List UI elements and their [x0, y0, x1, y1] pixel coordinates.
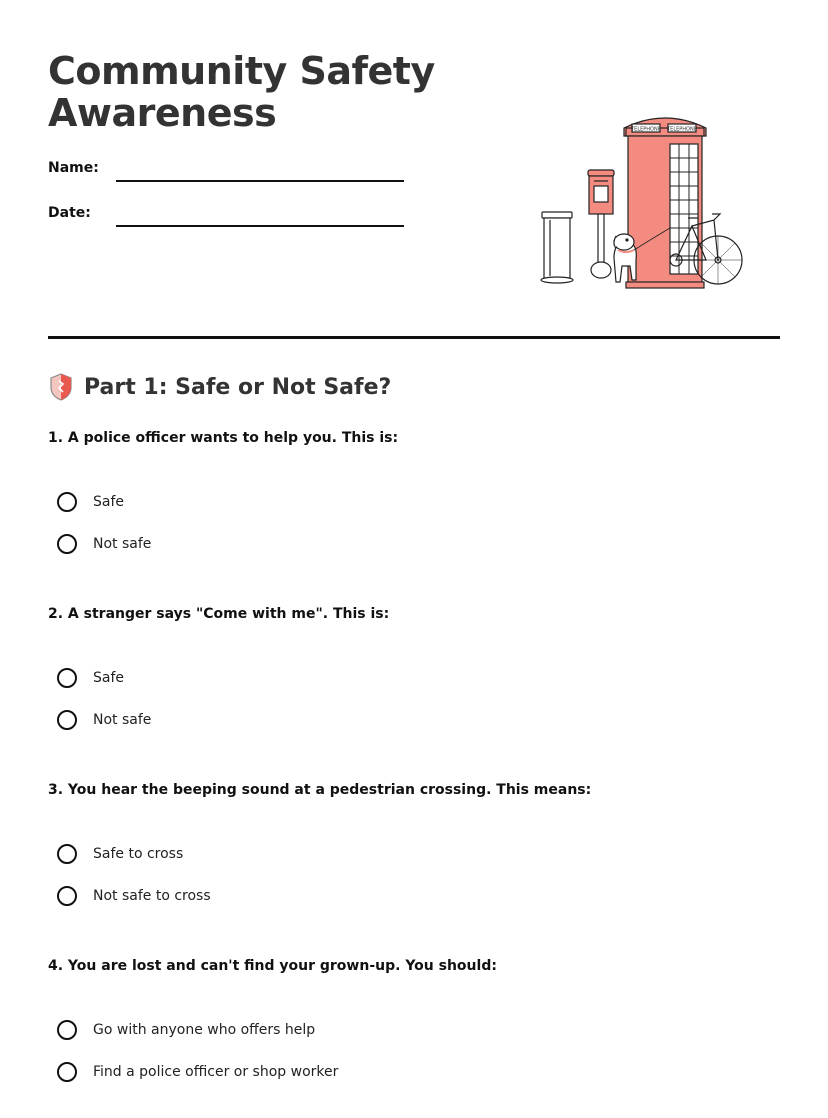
date-label: Date: [48, 205, 91, 221]
radio-button[interactable] [57, 1062, 77, 1082]
title-line-1: Community Safety [48, 49, 435, 93]
pillar-box-icon [541, 212, 573, 283]
page-title [48, 50, 468, 134]
option-label: Not safe to cross [93, 888, 211, 904]
name-field[interactable] [116, 180, 404, 182]
radio-button[interactable] [57, 1020, 77, 1040]
shield-icon [48, 372, 74, 402]
q2-option-safe[interactable] [57, 668, 124, 688]
name-label: Name: [48, 160, 99, 176]
option-label: Safe [93, 670, 125, 686]
date-field[interactable] [116, 225, 404, 227]
question-4: 4. You are lost and can't find your grown-up. You should: [48, 958, 497, 974]
section-heading [48, 372, 391, 402]
phone-sign-left: TELEPHONE [631, 126, 661, 133]
section-title: Part 1: Safe or Not Safe? [84, 374, 392, 400]
option-label: Safe to cross [93, 846, 184, 862]
radio-button[interactable] [57, 492, 77, 512]
phone-sign-right: TELEPHONE [667, 126, 697, 133]
q4-option-go-with-anyone[interactable] [57, 1020, 315, 1040]
option-label: Find a police officer or shop worker [93, 1064, 339, 1080]
q1-option-not-safe[interactable] [57, 534, 151, 554]
q1-option-safe[interactable] [57, 492, 124, 512]
q3-option-safe-to-cross[interactable] [57, 844, 183, 864]
radio-button[interactable] [57, 668, 77, 688]
title-line-2: Awareness [48, 91, 277, 135]
q2-option-not-safe[interactable] [57, 710, 151, 730]
header-divider [48, 336, 780, 339]
radio-button[interactable] [57, 710, 77, 730]
question-1: 1. A police officer wants to help you. This is: [48, 430, 399, 446]
question-3: 3. You hear the beeping sound at a pedestrian crossing. This means: [48, 782, 592, 798]
q3-option-not-safe-to-cross[interactable] [57, 886, 211, 906]
street-illustration [530, 108, 750, 298]
radio-button[interactable] [57, 534, 77, 554]
option-label: Not safe [93, 712, 152, 728]
question-2: 2. A stranger says "Come with me". This is: [48, 606, 390, 622]
q4-option-find-police-officer[interactable] [57, 1062, 338, 1082]
option-label: Safe [93, 494, 125, 510]
post-box-icon [588, 170, 614, 278]
radio-button[interactable] [57, 844, 77, 864]
option-label: Not safe [93, 536, 152, 552]
option-label: Go with anyone who offers help [93, 1022, 316, 1038]
radio-button[interactable] [57, 886, 77, 906]
